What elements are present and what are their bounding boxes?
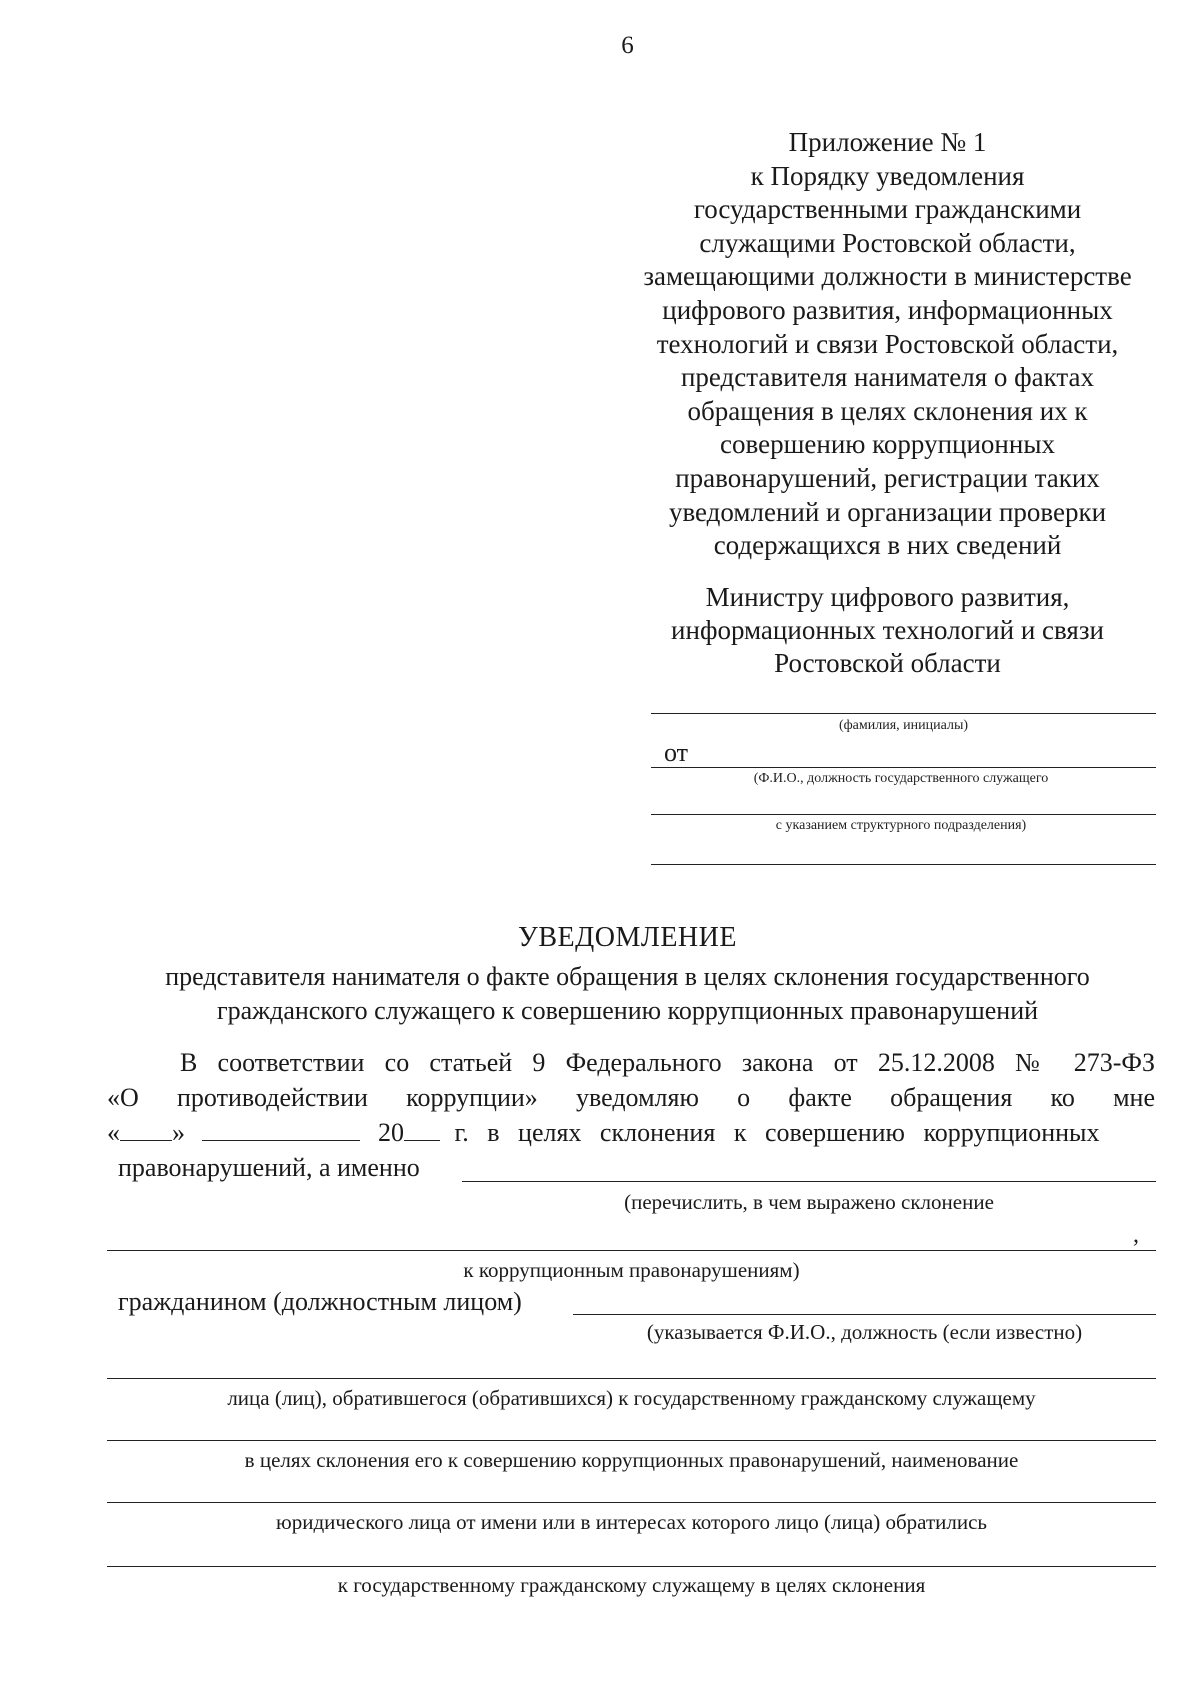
addressee-line: информационных технологий и связи [671,615,1104,645]
citizen-caption: (указывается Ф.И.О., должность (если известно) [646,1320,1083,1344]
appendix-line: к Порядку уведомления [750,160,1025,191]
body-line-4: правонарушений, а именно [118,1153,420,1182]
appendix-block [610,126,1165,563]
recipient-name-caption: (фамилия, инициалы) [838,718,969,733]
month-field[interactable] [202,1120,360,1141]
body-line-3 [107,1118,1155,1148]
addressee-line: Ростовской области [774,648,1001,678]
comma-mark: , [1133,1222,1139,1248]
appendix-line: содержащихся в них сведений [713,530,1062,561]
citizen-line[interactable] [573,1314,1156,1315]
addressee-block [610,581,1165,680]
addressee-line: Министру цифрового развития, [705,582,1070,612]
close-quote: » [172,1118,185,1147]
appendix-line: Приложение № 1 [788,127,987,157]
body-line-2: «О противодействии коррупции» уведомляю о факте обращения ко мне [107,1083,1155,1112]
person-caption: лица (лиц), обратившегося (обратившихся) к государственному гражданскому служащему [227,1386,1036,1410]
purpose-line[interactable] [107,1440,1156,1441]
sender-fio-line[interactable] [651,767,1156,768]
target-line[interactable] [107,1566,1156,1567]
purpose-caption: в целях склонения его к совершению коррупционных правонарушений, наименование [244,1448,1019,1472]
person-line[interactable] [107,1378,1156,1379]
appendix-line: совершению коррупционных [720,429,1055,460]
day-field[interactable] [120,1120,172,1141]
target-caption: к государственному гражданскому служащему в целях склонения [337,1573,926,1597]
sender-unit-line[interactable] [651,864,1156,865]
body-line-3-rest: г. в целях склонения к совершению коррупционных [454,1118,1100,1147]
sender-fio-caption: (Ф.И.О., должность государственного служащего [753,771,1049,786]
appendix-line: служащими Ростовской области, [699,227,1076,258]
appendix-line: технологий и связи Ростовской области, [656,328,1119,359]
appendix-line: уведомлений и организации проверки [668,496,1107,527]
sender-unit-caption: с указанием структурного подразделения) [775,818,1027,833]
notice-subtitle [100,960,1155,1028]
appendix-line: правонарушений, регистрации таких [675,462,1100,493]
subtitle-line: представителя нанимателя о факте обращения в целях склонения государственного [165,962,1090,991]
notice-title: УВЕДОМЛЕНИЕ [518,922,737,953]
sender-position-line[interactable] [651,814,1156,815]
year-prefix: 20 [378,1118,404,1147]
corruption-caption: к коррупционным правонарушениям) [463,1258,800,1282]
appendix-line: замещающими должности в министерстве [643,261,1132,292]
citizen-label: гражданином (должностным лицом) [118,1287,522,1316]
inducement-line-2[interactable] [107,1250,1156,1251]
legal-entity-line[interactable] [107,1502,1156,1503]
open-quote: « [107,1118,120,1147]
page-number: 6 [621,32,634,59]
from-label: от [664,738,689,767]
inducement-caption: (перечислить, в чем выражено склонение [624,1190,994,1214]
appendix-line: государственными гражданскими [693,194,1082,225]
body-line-1: В соответствии со статьей 9 Федерального закона от 25.12.2008 № 273-ФЗ [180,1048,1155,1077]
appendix-line: обращения в целях склонения их к [687,395,1088,426]
appendix-line: представителя нанимателя о фактах [680,362,1095,393]
subtitle-line: гражданского служащего к совершению коррупционных правонарушений [216,996,1039,1025]
inducement-line-1[interactable] [462,1181,1156,1182]
appendix-line: цифрового развития, информационных [662,294,1113,325]
recipient-name-line[interactable] [651,713,1156,714]
legal-entity-caption: юридического лица от имени или в интересах которого лицо (лица) обратились [276,1510,987,1534]
year-field[interactable] [404,1120,440,1141]
